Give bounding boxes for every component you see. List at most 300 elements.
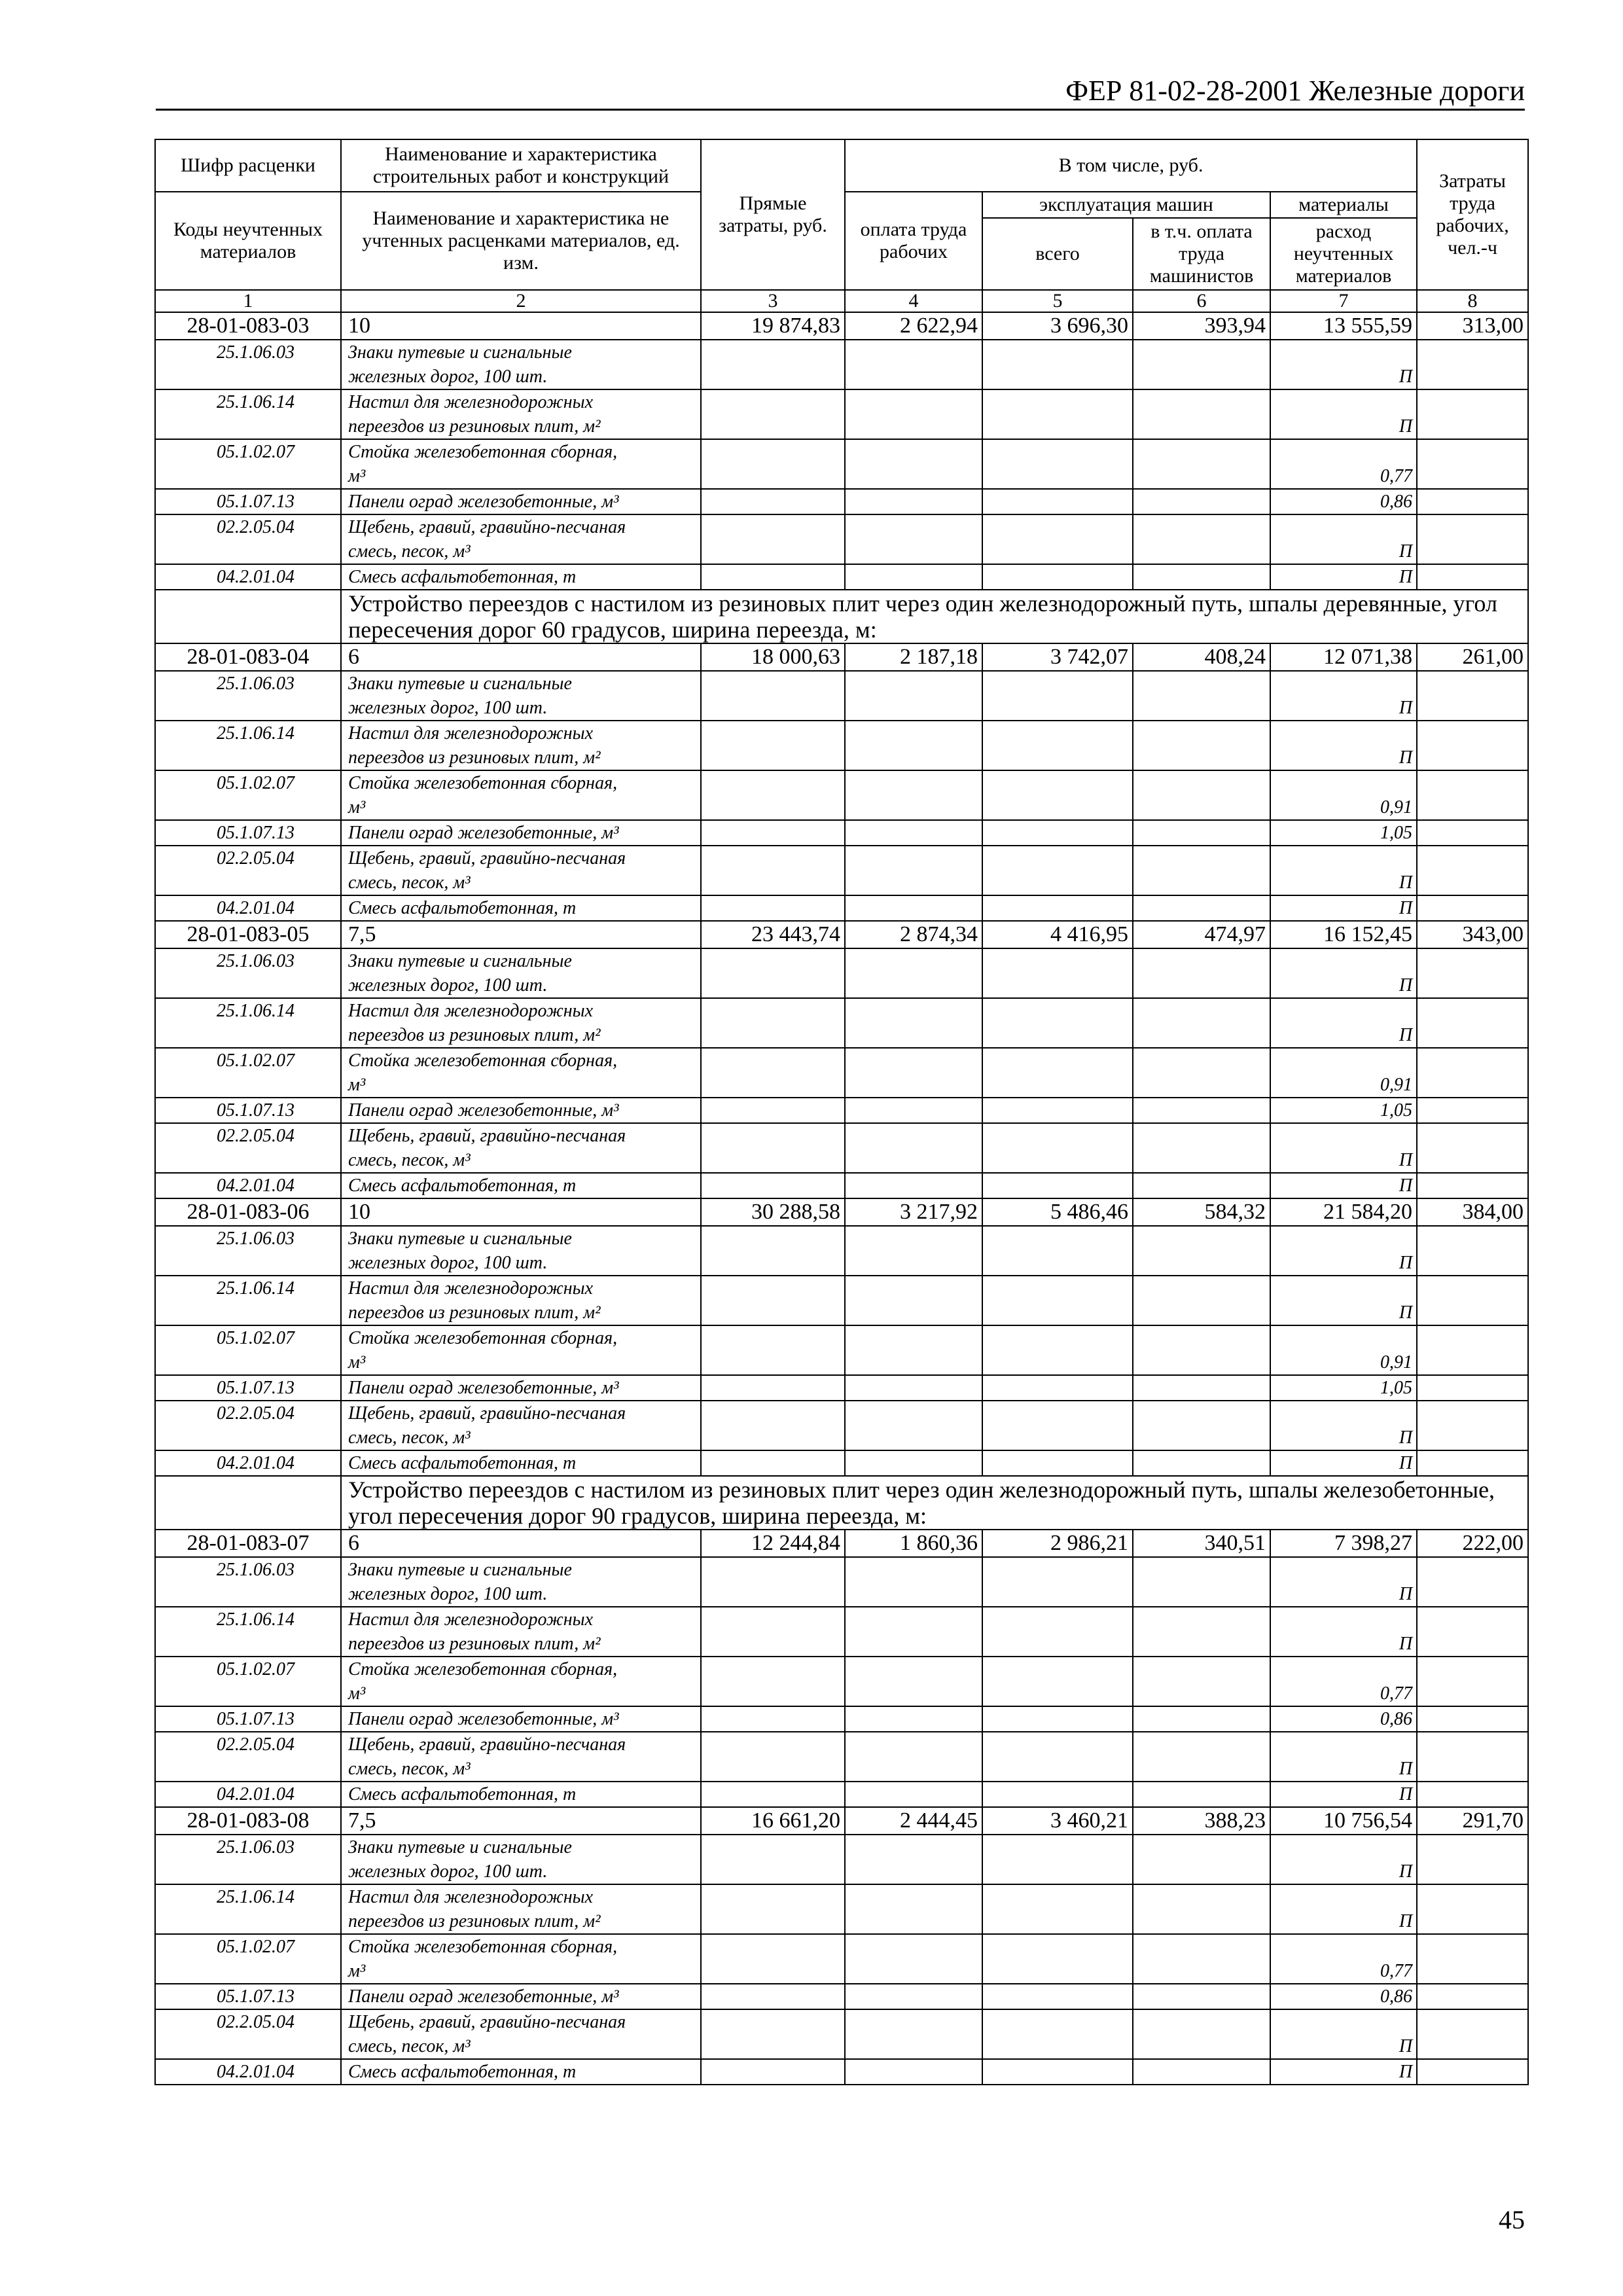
material-code: 04.2.01.04: [155, 1782, 341, 1807]
empty-cell: [1133, 1123, 1270, 1173]
material-consumption: [1270, 1450, 1417, 1476]
section-spacer: [155, 1476, 341, 1530]
header-labor-pay: оплата труда рабочих: [845, 192, 982, 290]
material-row: [155, 1048, 1528, 1098]
material-name-line: Знаки путевые и сигнальные: [348, 673, 572, 694]
material-row: [155, 1657, 1528, 1706]
empty-cell: [701, 948, 845, 998]
material-row: [155, 1732, 1528, 1782]
material-name: [341, 1984, 701, 2009]
material-name: [341, 2059, 701, 2085]
material-name-line: переездов из резиновых плит, м²: [348, 1634, 601, 1654]
material-name-line: м³: [348, 797, 366, 817]
empty-cell: [982, 671, 1133, 721]
empty-cell: [701, 1048, 845, 1098]
material-name-line: смесь, песок, м³: [348, 2036, 471, 2056]
header-machines: эксплуатация машин: [982, 192, 1270, 218]
labor-pay: 2 444,45: [845, 1807, 982, 1835]
material-consumption: [1270, 1706, 1417, 1732]
material-code: 05.1.02.07: [155, 1934, 341, 1984]
empty-cell: [845, 1325, 982, 1375]
spacer-line: [1275, 1401, 1412, 1426]
material-code: 05.1.02.07: [155, 770, 341, 820]
labor-pay: 3 217,92: [845, 1198, 982, 1226]
material-name-line: Стойка железобетонная сборная,: [348, 1659, 618, 1679]
material-name-line: Панели оград железобетонные, м³: [348, 492, 619, 512]
material-name: [341, 846, 701, 895]
spacer-line: [1275, 1049, 1412, 1073]
empty-cell: [1417, 1173, 1528, 1198]
machines-total: 3 742,07: [982, 643, 1133, 671]
material-name-line: Панели оград железобетонные, м³: [348, 1378, 619, 1398]
empty-cell: [1133, 948, 1270, 998]
material-code: 25.1.06.03: [155, 671, 341, 721]
material-consumption: [1270, 514, 1417, 564]
empty-cell: [701, 564, 845, 590]
material-code: 25.1.06.03: [155, 1835, 341, 1884]
rates-table: [154, 139, 1529, 2085]
material-value: П: [1399, 1150, 1413, 1170]
empty-cell: [1133, 895, 1270, 921]
material-name-line: Настил для железнодорожных: [348, 1278, 594, 1299]
empty-cell: [1133, 998, 1270, 1048]
empty-cell: [1417, 1401, 1528, 1450]
empty-cell: [845, 1657, 982, 1706]
material-name: [341, 514, 701, 564]
material-value: П: [1399, 898, 1413, 918]
material-name: [341, 1276, 701, 1325]
material-name: [341, 564, 701, 590]
material-name: [341, 770, 701, 820]
empty-cell: [701, 1375, 845, 1401]
material-name-line: железных дорог, 100 шт.: [348, 367, 548, 387]
rate-width: 7,5: [341, 921, 701, 948]
labor-hours: 222,00: [1417, 1530, 1528, 1557]
material-consumption: [1270, 1607, 1417, 1657]
empty-cell: [1133, 1607, 1270, 1657]
column-number: 5: [982, 290, 1133, 312]
direct-costs: 30 288,58: [701, 1198, 845, 1226]
material-value: 0,77: [1380, 1683, 1413, 1704]
rate-row: [155, 921, 1528, 948]
page-number: 45: [1499, 2205, 1525, 2234]
header-work-name: Наименование и характеристика строительных работ и конструкций: [341, 139, 701, 192]
empty-cell: [701, 770, 845, 820]
empty-cell: [1417, 1450, 1528, 1476]
machines-labor: 408,24: [1133, 643, 1270, 671]
empty-cell: [1417, 1325, 1528, 1375]
material-value: 1,05: [1380, 1378, 1413, 1398]
empty-cell: [701, 846, 845, 895]
rate-code: 28-01-083-05: [155, 921, 341, 948]
material-code: 02.2.05.04: [155, 2009, 341, 2059]
empty-cell: [1133, 1098, 1270, 1123]
rate-row: [155, 1530, 1528, 1557]
empty-cell: [701, 1782, 845, 1807]
material-name-line: м³: [348, 1961, 366, 1981]
column-number: 2: [341, 290, 701, 312]
labor-pay: 2 874,34: [845, 921, 982, 948]
material-name-line: железных дорог, 100 шт.: [348, 1861, 548, 1882]
material-consumption: [1270, 1276, 1417, 1325]
material-name-line: Смесь асфальтобетонная, т: [348, 1175, 577, 1196]
empty-cell: [701, 1607, 845, 1657]
empty-cell: [1133, 2009, 1270, 2059]
rate-code: 28-01-083-07: [155, 1530, 341, 1557]
material-code: 05.1.07.13: [155, 489, 341, 514]
empty-cell: [701, 1325, 845, 1375]
material-consumption: [1270, 2009, 1417, 2059]
direct-costs: 18 000,63: [701, 643, 845, 671]
empty-cell: [982, 340, 1133, 389]
material-name-line: м³: [348, 466, 366, 486]
spacer-line: [1275, 672, 1412, 696]
empty-cell: [982, 948, 1133, 998]
empty-cell: [1417, 1657, 1528, 1706]
empty-cell: [1417, 340, 1528, 389]
column-number: 8: [1417, 290, 1528, 312]
empty-cell: [1417, 1706, 1528, 1732]
empty-cell: [1133, 389, 1270, 439]
material-row: [155, 820, 1528, 846]
empty-cell: [1417, 1607, 1528, 1657]
empty-cell: [1133, 1048, 1270, 1098]
empty-cell: [701, 1706, 845, 1732]
empty-cell: [845, 998, 982, 1048]
column-numbers-row: [155, 290, 1528, 312]
empty-cell: [845, 948, 982, 998]
spacer-line: [1275, 1558, 1412, 1582]
spacer-line: [1275, 340, 1412, 365]
empty-cell: [845, 1450, 982, 1476]
header-incl: В том числе, руб.: [845, 139, 1417, 192]
material-name-line: Панели оград железобетонные, м³: [348, 1986, 619, 2007]
machines-labor: 388,23: [1133, 1807, 1270, 1835]
spacer-line: [1275, 1326, 1412, 1350]
material-row: [155, 1375, 1528, 1401]
material-value: П: [1399, 567, 1413, 587]
material-consumption: [1270, 1098, 1417, 1123]
empty-cell: [1133, 1375, 1270, 1401]
empty-cell: [982, 1782, 1133, 1807]
empty-cell: [701, 389, 845, 439]
spacer-line: [1275, 1227, 1412, 1251]
direct-costs: 23 443,74: [701, 921, 845, 948]
spacer-line: [1275, 771, 1412, 795]
empty-cell: [1133, 439, 1270, 489]
material-name: [341, 389, 701, 439]
material-code: 05.1.07.13: [155, 1706, 341, 1732]
empty-cell: [982, 514, 1133, 564]
material-name-line: переездов из резиновых плит, м²: [348, 416, 601, 437]
material-value: 0,91: [1380, 1352, 1413, 1372]
empty-cell: [1133, 1226, 1270, 1276]
material-code: 04.2.01.04: [155, 2059, 341, 2085]
material-name-line: Смесь асфальтобетонная, т: [348, 567, 577, 587]
rate-code: 28-01-083-04: [155, 643, 341, 671]
empty-cell: [982, 1098, 1133, 1123]
empty-cell: [1417, 1835, 1528, 1884]
empty-cell: [1417, 1732, 1528, 1782]
empty-cell: [1133, 564, 1270, 590]
rate-width: 6: [341, 643, 701, 671]
empty-cell: [1133, 1173, 1270, 1198]
labor-hours: 343,00: [1417, 921, 1528, 948]
empty-cell: [845, 721, 982, 770]
empty-cell: [1417, 846, 1528, 895]
material-row: [155, 1607, 1528, 1657]
empty-cell: [982, 489, 1133, 514]
material-name: [341, 1450, 701, 1476]
empty-cell: [1133, 1557, 1270, 1607]
material-name: [341, 2009, 701, 2059]
materials-cost: 13 555,59: [1270, 312, 1417, 340]
labor-hours: 384,00: [1417, 1198, 1528, 1226]
material-name-line: Знаки путевые и сигнальные: [348, 342, 572, 363]
labor-hours: 261,00: [1417, 643, 1528, 671]
material-row: [155, 948, 1528, 998]
material-name-line: смесь, песок, м³: [348, 1759, 471, 1779]
material-name-line: переездов из резиновых плит, м²: [348, 1911, 601, 1931]
material-consumption: [1270, 1048, 1417, 1098]
empty-cell: [1417, 1934, 1528, 1984]
rate-width: 7,5: [341, 1807, 701, 1835]
machines-total: 3 696,30: [982, 312, 1133, 340]
material-name-line: Настил для железнодорожных: [348, 723, 594, 744]
material-value: П: [1399, 2062, 1413, 2082]
machines-total: 5 486,46: [982, 1198, 1133, 1226]
material-name-line: Щебень, гравий, гравийно-песчаная: [348, 517, 626, 537]
material-name: [341, 895, 701, 921]
material-consumption: [1270, 820, 1417, 846]
material-name-line: Знаки путевые и сигнальные: [348, 951, 572, 971]
empty-cell: [1417, 2009, 1528, 2059]
material-code: 25.1.06.14: [155, 1276, 341, 1325]
material-name: [341, 721, 701, 770]
empty-cell: [845, 1048, 982, 1098]
empty-cell: [1417, 489, 1528, 514]
material-code: 25.1.06.14: [155, 998, 341, 1048]
empty-cell: [701, 1276, 845, 1325]
empty-cell: [701, 1226, 845, 1276]
material-consumption: [1270, 1401, 1417, 1450]
material-name-line: Панели оград железобетонные, м³: [348, 1100, 619, 1121]
empty-cell: [1133, 820, 1270, 846]
material-value: П: [1399, 1784, 1413, 1804]
material-name: [341, 998, 701, 1048]
empty-cell: [845, 1226, 982, 1276]
material-name-line: Смесь асфальтобетонная, т: [348, 1453, 577, 1473]
section-title: Устройство переездов с настилом из резиновых плит через один железнодорожный путь, шпалы железобетонные, угол пересечения дорог 90 градусов, ширина переезда, м:: [341, 1476, 1528, 1530]
empty-cell: [845, 1276, 982, 1325]
materials-cost: 21 584,20: [1270, 1198, 1417, 1226]
rate-code: 28-01-083-06: [155, 1198, 341, 1226]
empty-cell: [845, 1375, 982, 1401]
rate-width: 6: [341, 1530, 701, 1557]
material-code: 04.2.01.04: [155, 564, 341, 590]
spacer-line: [1275, 1885, 1412, 1909]
material-row: [155, 1098, 1528, 1123]
material-code: 05.1.07.13: [155, 820, 341, 846]
material-value: П: [1399, 747, 1413, 768]
empty-cell: [1133, 1401, 1270, 1450]
material-code: 25.1.06.03: [155, 1557, 341, 1607]
material-row: [155, 1401, 1528, 1450]
header-labor-hours: Затраты труда рабочих, чел.-ч: [1417, 139, 1528, 290]
material-name-line: железных дорог, 100 шт.: [348, 975, 548, 996]
material-value: П: [1399, 1911, 1413, 1931]
empty-cell: [982, 2059, 1133, 2085]
empty-cell: [982, 1450, 1133, 1476]
empty-cell: [701, 671, 845, 721]
empty-cell: [701, 2059, 845, 2085]
empty-cell: [845, 846, 982, 895]
material-row: [155, 1276, 1528, 1325]
column-number: 3: [701, 290, 845, 312]
labor-pay: 2 622,94: [845, 312, 982, 340]
material-name: [341, 1835, 701, 1884]
material-code: 05.1.07.13: [155, 1984, 341, 2009]
empty-cell: [1417, 998, 1528, 1048]
empty-cell: [701, 514, 845, 564]
empty-cell: [701, 1984, 845, 2009]
material-value: 1,05: [1380, 1100, 1413, 1121]
empty-cell: [845, 2009, 982, 2059]
empty-cell: [1417, 895, 1528, 921]
empty-cell: [1417, 1884, 1528, 1934]
column-number: 6: [1133, 290, 1270, 312]
empty-cell: [701, 2009, 845, 2059]
machines-labor: 393,94: [1133, 312, 1270, 340]
spacer-line: [1275, 721, 1412, 745]
empty-cell: [1417, 770, 1528, 820]
empty-cell: [701, 1835, 845, 1884]
empty-cell: [845, 1401, 982, 1450]
material-value: П: [1399, 367, 1413, 387]
spacer-line: [1275, 846, 1412, 870]
material-name-line: м³: [348, 1683, 366, 1704]
material-row: [155, 2059, 1528, 2085]
material-code: 05.1.07.13: [155, 1375, 341, 1401]
empty-cell: [701, 1732, 845, 1782]
material-code: 25.1.06.14: [155, 389, 341, 439]
empty-cell: [1133, 1984, 1270, 2009]
header-machines-total: всего: [982, 218, 1133, 290]
material-row: [155, 1782, 1528, 1807]
empty-cell: [701, 1884, 845, 1934]
material-code: 25.1.06.14: [155, 721, 341, 770]
material-name-line: Настил для железнодорожных: [348, 1609, 594, 1630]
material-name-line: м³: [348, 1352, 366, 1372]
material-consumption: [1270, 340, 1417, 389]
empty-cell: [1133, 721, 1270, 770]
material-value: 0,91: [1380, 1075, 1413, 1095]
empty-cell: [1133, 1884, 1270, 1934]
empty-cell: [982, 1173, 1133, 1198]
empty-cell: [982, 1984, 1133, 2009]
empty-cell: [845, 770, 982, 820]
spacer-line: [1275, 390, 1412, 414]
empty-cell: [845, 1607, 982, 1657]
material-consumption: [1270, 1732, 1417, 1782]
empty-cell: [1417, 1098, 1528, 1123]
material-row: [155, 1226, 1528, 1276]
empty-cell: [845, 1557, 982, 1607]
material-row: [155, 514, 1528, 564]
material-value: 0,86: [1380, 1709, 1413, 1729]
material-consumption: [1270, 489, 1417, 514]
material-value: 1,05: [1380, 823, 1413, 843]
empty-cell: [1133, 1325, 1270, 1375]
material-consumption: [1270, 1375, 1417, 1401]
document-title: ФЕР 81-02-28-2001 Железные дороги: [1065, 75, 1525, 107]
empty-cell: [845, 1934, 982, 1984]
spacer-line: [1275, 440, 1412, 464]
empty-cell: [982, 1706, 1133, 1732]
material-consumption: [1270, 1657, 1417, 1706]
rate-row: [155, 1807, 1528, 1835]
material-code: 04.2.01.04: [155, 895, 341, 921]
rate-row: [155, 643, 1528, 671]
labor-hours: 313,00: [1417, 312, 1528, 340]
material-name: [341, 1048, 701, 1098]
material-value: П: [1399, 1302, 1413, 1323]
empty-cell: [982, 1934, 1133, 1984]
material-consumption: [1270, 671, 1417, 721]
material-row: [155, 1325, 1528, 1375]
material-value: 0,77: [1380, 1961, 1413, 1981]
material-name-line: Настил для железнодорожных: [348, 392, 594, 412]
column-number: 4: [845, 290, 982, 312]
material-value: П: [1399, 2036, 1413, 2056]
empty-cell: [1417, 439, 1528, 489]
material-name: [341, 1657, 701, 1706]
empty-cell: [701, 721, 845, 770]
empty-cell: [1133, 1706, 1270, 1732]
empty-cell: [982, 846, 1133, 895]
spacer-line: [1275, 1607, 1412, 1632]
empty-cell: [1133, 1732, 1270, 1782]
section-row: [155, 590, 1528, 643]
material-value: П: [1399, 1759, 1413, 1779]
empty-cell: [701, 1450, 845, 1476]
empty-cell: [701, 340, 845, 389]
empty-cell: [982, 1123, 1133, 1173]
material-name-line: железных дорог, 100 шт.: [348, 1253, 548, 1273]
material-consumption: [1270, 389, 1417, 439]
material-name-line: Щебень, гравий, гравийно-песчаная: [348, 1126, 626, 1146]
page-header: [156, 73, 1525, 111]
empty-cell: [982, 1276, 1133, 1325]
empty-cell: [1417, 1557, 1528, 1607]
material-name-line: смесь, песок, м³: [348, 1150, 471, 1170]
empty-cell: [1133, 1782, 1270, 1807]
labor-pay: 2 187,18: [845, 643, 982, 671]
spacer-line: [1275, 1835, 1412, 1859]
material-name: [341, 948, 701, 998]
empty-cell: [982, 721, 1133, 770]
empty-cell: [982, 1401, 1133, 1450]
empty-cell: [845, 439, 982, 489]
empty-cell: [1133, 489, 1270, 514]
empty-cell: [1133, 1657, 1270, 1706]
material-row: [155, 1884, 1528, 1934]
empty-cell: [982, 1884, 1133, 1934]
rate-code: 28-01-083-03: [155, 312, 341, 340]
empty-cell: [701, 1123, 845, 1173]
empty-cell: [982, 389, 1133, 439]
material-code: 02.2.05.04: [155, 514, 341, 564]
